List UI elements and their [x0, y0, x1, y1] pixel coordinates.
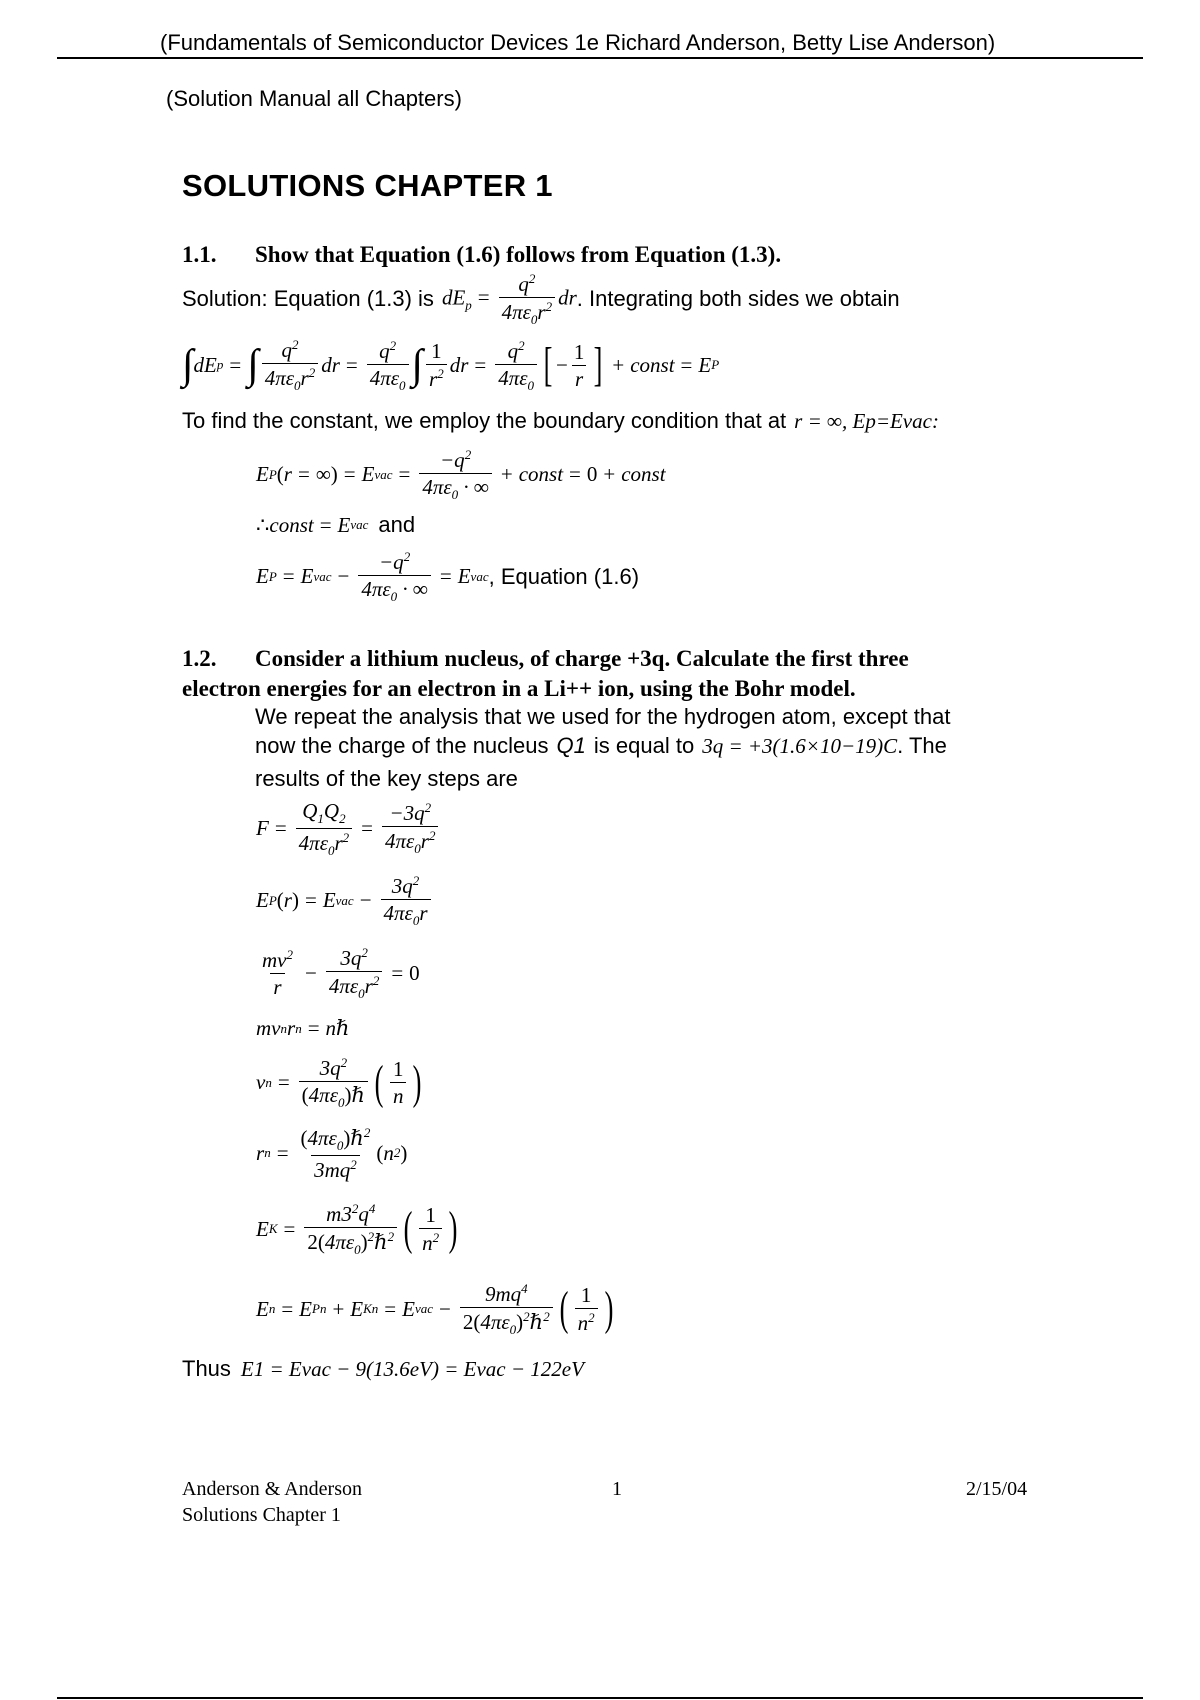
- chapter-title: SOLUTIONS CHAPTER 1: [182, 168, 553, 203]
- problem-number: 1.1.: [182, 242, 217, 267]
- solution-line-1: [182, 272, 900, 327]
- problem-1-1-heading: [182, 242, 781, 268]
- problem-statement-line2: electron energies for an electron in a Li++ ion, using the Bohr model.: [182, 676, 856, 701]
- footer-date: 2/15/04: [966, 1478, 1028, 1500]
- result-equation: E1 = Evac − 9(13.6eV) = Evac − 122eV: [240, 1356, 584, 1381]
- thus-text: Thus: [182, 1356, 231, 1381]
- problem-statement-line1: Consider a lithium nucleus, of charge +3q. Calculate the first three: [255, 646, 909, 671]
- page-number: 1: [612, 1478, 622, 1500]
- eq-1-6: E P = E vac − $\frac{-q^2}{4\pi\varepsilon_0 \cdot \infty}$ = E vac , Equation (1.6): [256, 549, 640, 605]
- charge-value: 3q = +3(1.6×10−19)C: [702, 733, 898, 758]
- and-text: and: [378, 512, 416, 537]
- total-energy-equation: E n = E Pn + E Kn = E vac − $\frac{9mq^4}{2(4\pi\varepsilon_0)^2\hbar^2}$ ( $\frac{1}{n^2}$ ): [256, 1281, 614, 1338]
- book-title-header: (Fundamentals of Semiconductor Devices 1e Richard Anderson, Betty Lise Anderson): [160, 30, 996, 55]
- potential-energy-equation: E P ( r ) = E vac − $\frac{3q^2}{4\pi\varepsilon_0r}$: [256, 874, 434, 928]
- boundary-equation: E P ( r = ∞) = E vac = $\frac{-q^2}{4\pi\varepsilon_0 \cdot \infty}$ + const = 0 + const: [256, 447, 666, 503]
- integral-equation: ∫ dE p = ∫ $\frac{q^2}{4\pi\varepsilon_0r^2}$ dr = $\frac{q^2}{4\pi\varepsilon_0}$ ∫ $\frac{1}{r^2}$ dr = $\frac{q^2}{4\pi\varepsilon_0}$ [ − $\frac{1}{r}$ ] + const = E P: [182, 337, 720, 394]
- q1-symbol: Q1: [556, 733, 586, 758]
- solution-intro: Solution: Equation (1.3) is: [182, 286, 434, 312]
- body-line-1: We repeat the analysis that we used for the hydrogen atom, except that: [255, 704, 951, 729]
- boundary-line: [182, 408, 939, 434]
- angular-momentum-equation: mv n r n = nℏ: [256, 1016, 350, 1040]
- problem-number: 1.2.: [182, 646, 217, 671]
- eq-1-3: $dE_p$ = $\frac{q^2}{4\pi\varepsilon_0r^2}$ dr: [441, 271, 577, 328]
- problem-1-2-heading-line1: [182, 646, 909, 672]
- body-line-2b: is equal to: [593, 733, 695, 758]
- bottom-rule: [57, 1697, 1143, 1699]
- result-line: [182, 1356, 584, 1382]
- force-balance-equation: $\frac{mv^2}{r}$ − $\frac{3q^2}{4\pi\varepsilon_0r^2}$ = 0: [262, 945, 420, 1002]
- velocity-equation: v n = $\frac{3q^2}{(4\pi\varepsilon_0)\hbar}$ ( $\frac{1}{n}$ ): [256, 1055, 422, 1111]
- footer-chapter: Solutions Chapter 1: [182, 1504, 341, 1526]
- radius-equation: r n = $\frac{(4\pi\varepsilon_0)\hbar^2}{3mq^2}$ ( n 2 ): [256, 1125, 408, 1182]
- body-line-3: results of the key steps are: [255, 766, 518, 791]
- footer-authors: Anderson & Anderson: [182, 1478, 362, 1500]
- force-equation: F = $\frac{Q_1Q_2}{4\pi\varepsilon_0r^2}$ = $\frac{-3q^2}{4\pi\varepsilon_0r^2}$: [256, 800, 441, 858]
- boundary-text: To find the constant, we employ the boundary condition that at: [182, 408, 787, 433]
- boundary-condition: r = ∞, Ep=Evac:: [794, 408, 939, 433]
- header-rule: [57, 57, 1143, 59]
- body-line-2: [255, 733, 947, 759]
- integrate-text: . Integrating both sides we obtain: [576, 286, 900, 312]
- kinetic-energy-equation: E K = $\frac{m3^2q^4}{2(4\pi\varepsilon_0)^2\hbar^2}$ ( $\frac{1}{n^2}$ ): [256, 1201, 458, 1258]
- problem-statement: Show that Equation (1.6) follows from Equation (1.3).: [255, 242, 782, 267]
- body-line-2c: . The: [897, 733, 947, 758]
- const-line: ∴ const = E vac and: [256, 512, 416, 537]
- body-line-2a: now the charge of the nucleus: [255, 733, 549, 758]
- subtitle: (Solution Manual all Chapters): [166, 86, 462, 111]
- eq-label: , Equation (1.6): [488, 563, 640, 589]
